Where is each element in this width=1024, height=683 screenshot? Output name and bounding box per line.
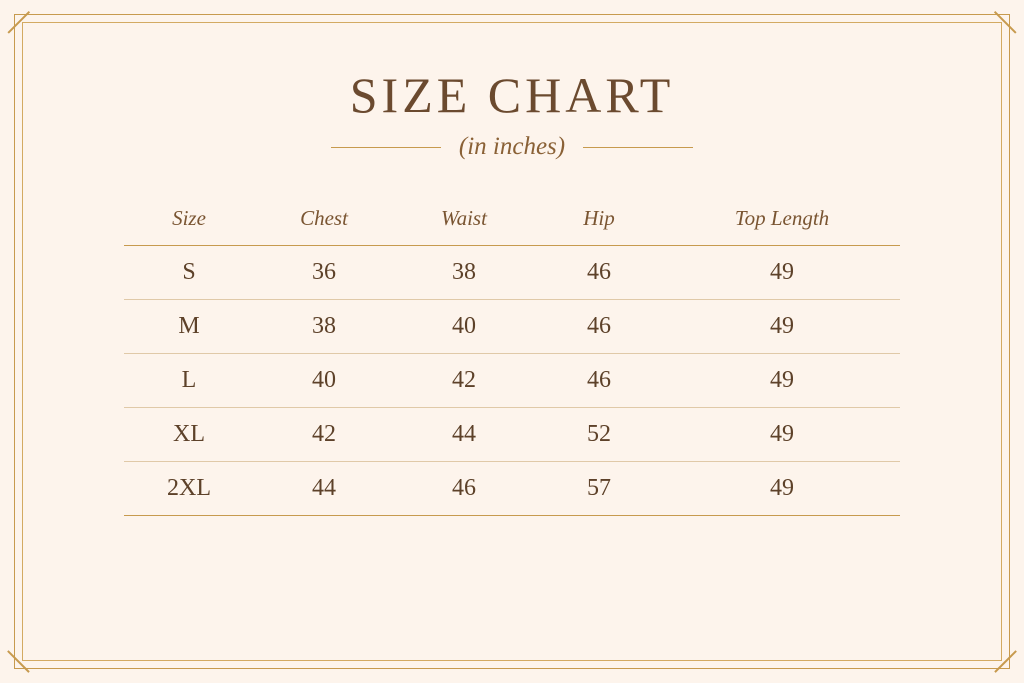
column-header-waist: Waist: [394, 198, 534, 246]
cell-size: L: [124, 354, 254, 408]
cell-chest: 42: [254, 408, 394, 462]
cell-hip: 46: [534, 354, 664, 408]
table-body: [124, 246, 900, 516]
cell-size: 2XL: [124, 462, 254, 516]
table-row: [124, 354, 900, 408]
cell-chest: 44: [254, 462, 394, 516]
cell-waist: 40: [394, 300, 534, 354]
subtitle-row: [0, 133, 1024, 161]
column-header-size: Size: [124, 198, 254, 246]
table-header: [124, 198, 900, 246]
cell-size: M: [124, 300, 254, 354]
column-header-chest: Chest: [254, 198, 394, 246]
cell-chest: 36: [254, 246, 394, 300]
page-subtitle: (in inches): [458, 133, 566, 160]
cell-top-length: 49: [664, 462, 900, 516]
page-title: SIZE CHART: [349, 67, 675, 123]
table-row: [124, 246, 900, 300]
cell-top-length: 49: [664, 354, 900, 408]
cell-chest: 38: [254, 300, 394, 354]
cell-waist: 38: [394, 246, 534, 300]
cell-hip: 52: [534, 408, 664, 462]
cell-top-length: 49: [664, 408, 900, 462]
cell-hip: 46: [534, 246, 664, 300]
table-row: [124, 462, 900, 516]
cell-size: S: [124, 246, 254, 300]
cell-chest: 40: [254, 354, 394, 408]
table-row: [124, 408, 900, 462]
table-header-row: [124, 198, 900, 246]
cell-top-length: 49: [664, 300, 900, 354]
column-header-hip: Hip: [534, 198, 664, 246]
subtitle-rule-right: [583, 147, 693, 148]
cell-top-length: 49: [664, 246, 900, 300]
column-header-top-length: Top Length: [664, 198, 900, 246]
cell-waist: 44: [394, 408, 534, 462]
cell-hip: 46: [534, 300, 664, 354]
cell-waist: 42: [394, 354, 534, 408]
cell-waist: 46: [394, 462, 534, 516]
cell-hip: 57: [534, 462, 664, 516]
table-row: [124, 300, 900, 354]
subtitle-rule-left: [331, 147, 441, 148]
cell-size: XL: [124, 408, 254, 462]
size-chart-table: [124, 198, 900, 516]
